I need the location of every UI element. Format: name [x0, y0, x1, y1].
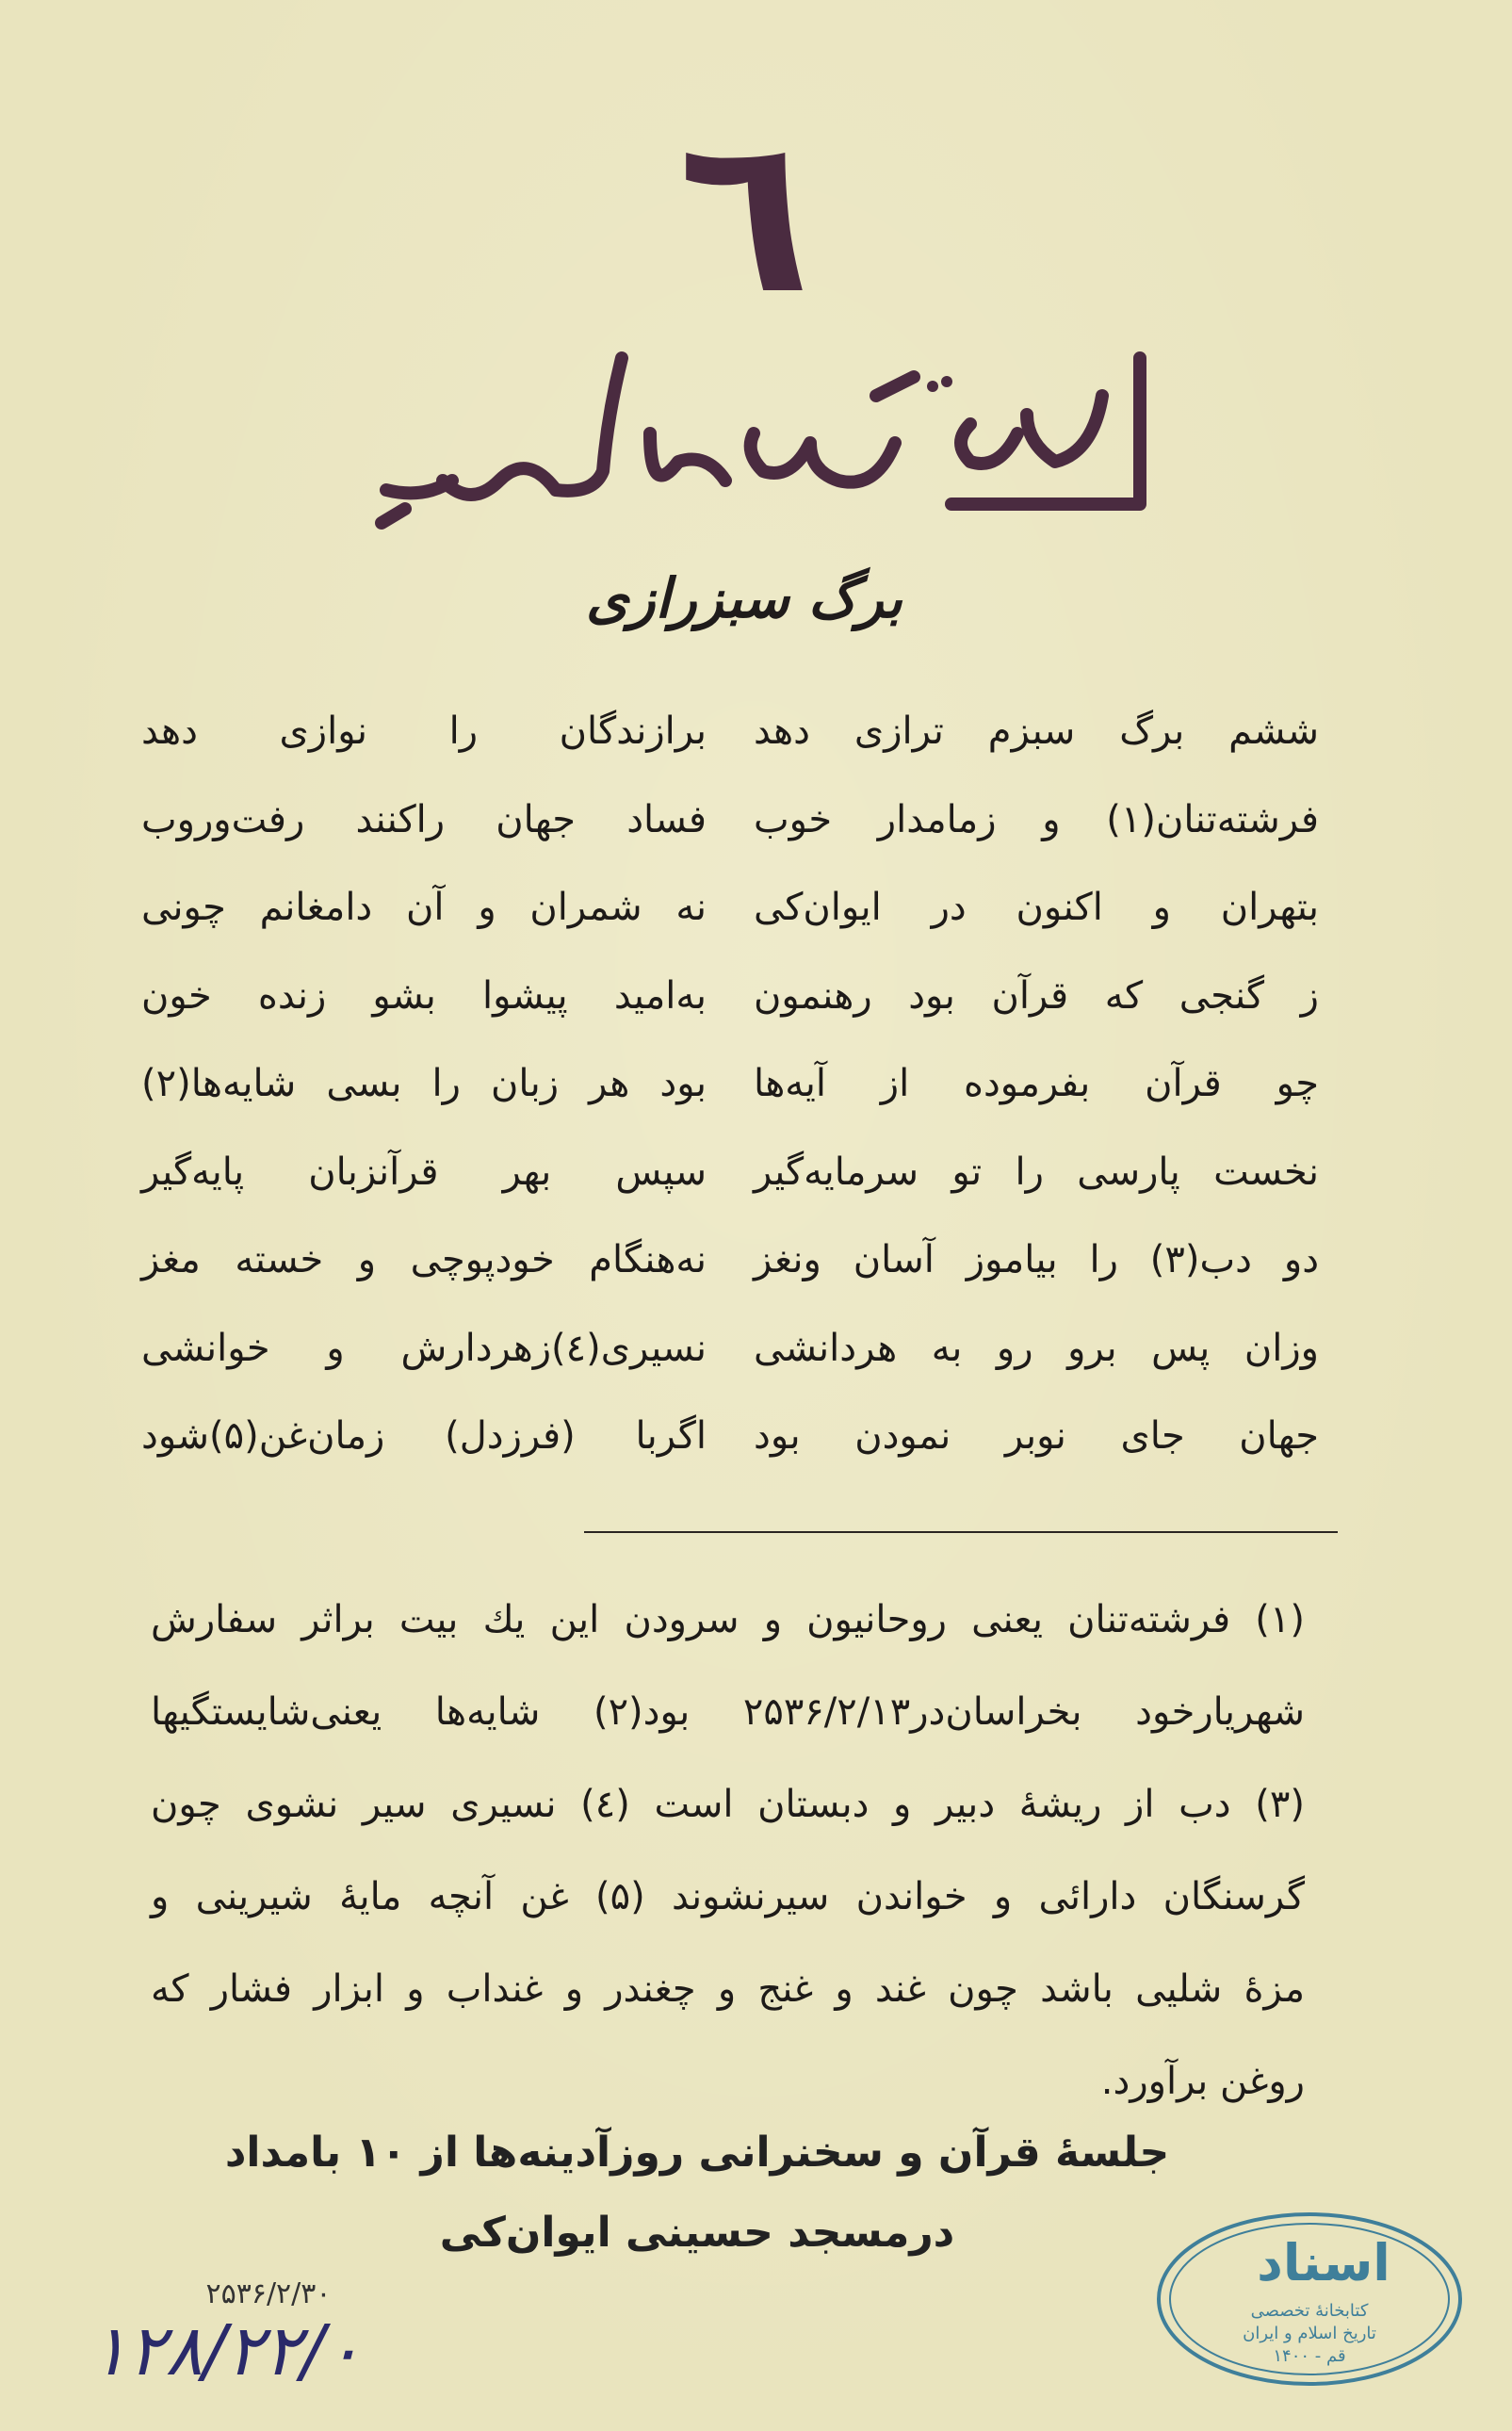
footnote-line: مزهٔ شلیی باشد چون غند و غنج و چغندر و غنداب و ابزار فشار که — [151, 1967, 1305, 2011]
footnote-line: شهریارخود بخراسان‌در۲۵۳۶/۲/۱۳ بود(۲) شایه‌ها یعنی‌شایستگیها — [151, 1690, 1305, 1734]
poem-right-column — [754, 688, 1319, 1479]
footnote-line: روغن برآورد. — [1100, 2060, 1305, 2103]
verse-line: برازندگان را نوازی دهد — [141, 710, 707, 753]
footnote-line: گرسنگان دارائی و خواندن سیرنشوند (۵) غن آنچه مایهٔ شیرینی و — [151, 1875, 1306, 1918]
verse-line: نه شمران و آن دامغانم چونی — [141, 886, 707, 929]
poem-left-column — [141, 688, 707, 1479]
verse-line: چو قرآن بفرموده از آیه‌ها — [754, 1062, 1319, 1105]
verse-line: به‌امید پیشوا بشو زنده خون — [141, 973, 707, 1018]
verse-line: ز گنجی که قرآن بود رهنمون — [754, 973, 1319, 1018]
verse-line: دو دب(۳) را بیاموز آسان ونغز — [754, 1238, 1320, 1281]
verse-line: فساد جهان راکنند رفت‌وروب — [141, 797, 707, 841]
calligraphic-title-logo — [367, 339, 1178, 537]
footnote-line: (۱) فرشته‌تنان یعنی روحانیون و سرودن این یك بیت براثر سفارش — [151, 1598, 1305, 1641]
verse-line: جهان جای نوبر نمودن بود — [754, 1414, 1319, 1458]
verse-line: بتهران و اکنون در ایوان‌کی — [754, 886, 1319, 929]
verse-line: نخست پارسی را تو سرمایه‌گیر — [754, 1150, 1319, 1194]
library-stamp — [1149, 2205, 1470, 2393]
svg-text:اسناد: اسناد — [1257, 2233, 1390, 2292]
announcement-line-2: درمسجد حسینی ایوان‌کی — [439, 2209, 955, 2257]
verse-line: وزان پس برو رو به هردانشی — [754, 1326, 1319, 1370]
verse-line: نسیری(٤)زهردارش و خوانشی — [141, 1326, 707, 1370]
verse-line: سپس بهر قرآنزبان پایه‌گیر — [141, 1150, 707, 1194]
svg-text:تاریخ اسلام و ایران: تاریخ اسلام و ایران — [1243, 2324, 1376, 2343]
verse-line: فرشته‌تنان(۱) و زمامدار خوب — [754, 797, 1319, 841]
footnote-divider — [584, 1531, 1338, 1533]
verse-line: اگربا (فرزدل) زمان‌غن(۵)شود — [141, 1414, 707, 1458]
subtitle: برگ سبزرازی — [586, 566, 902, 630]
svg-text:کتابخانهٔ تخصصی: کتابخانهٔ تخصصی — [1250, 2301, 1369, 2321]
verse-line: بود هر زبان را بسی شایه‌ها(۲) — [141, 1062, 707, 1105]
verse-line: ششم برگ سبزم ترازی دهد — [754, 710, 1319, 753]
verse-line: نه‌هنگام خودپوچی و خسته مغز — [141, 1238, 707, 1281]
footnote-line: (۳) دب از ریشهٔ دبیر و دبستان است (٤) نسیری سیر نشوی چون — [151, 1783, 1305, 1826]
footnotes — [151, 1574, 1305, 2128]
page-number-heading: ٦ — [677, 90, 811, 342]
svg-text:قم - ۱۴۰۰: قم - ۱۴۰۰ — [1273, 2346, 1346, 2366]
announcement-line-1: جلسهٔ قرآن و سخنرانی روزآدینه‌ها از ۱۰ بامداد — [224, 2129, 1170, 2177]
handwritten-archive-number: ۱۲۸/۲۲/۰ — [89, 2310, 363, 2391]
publication-date: ۲۵۳۶/۲/۳۰ — [205, 2277, 332, 2310]
